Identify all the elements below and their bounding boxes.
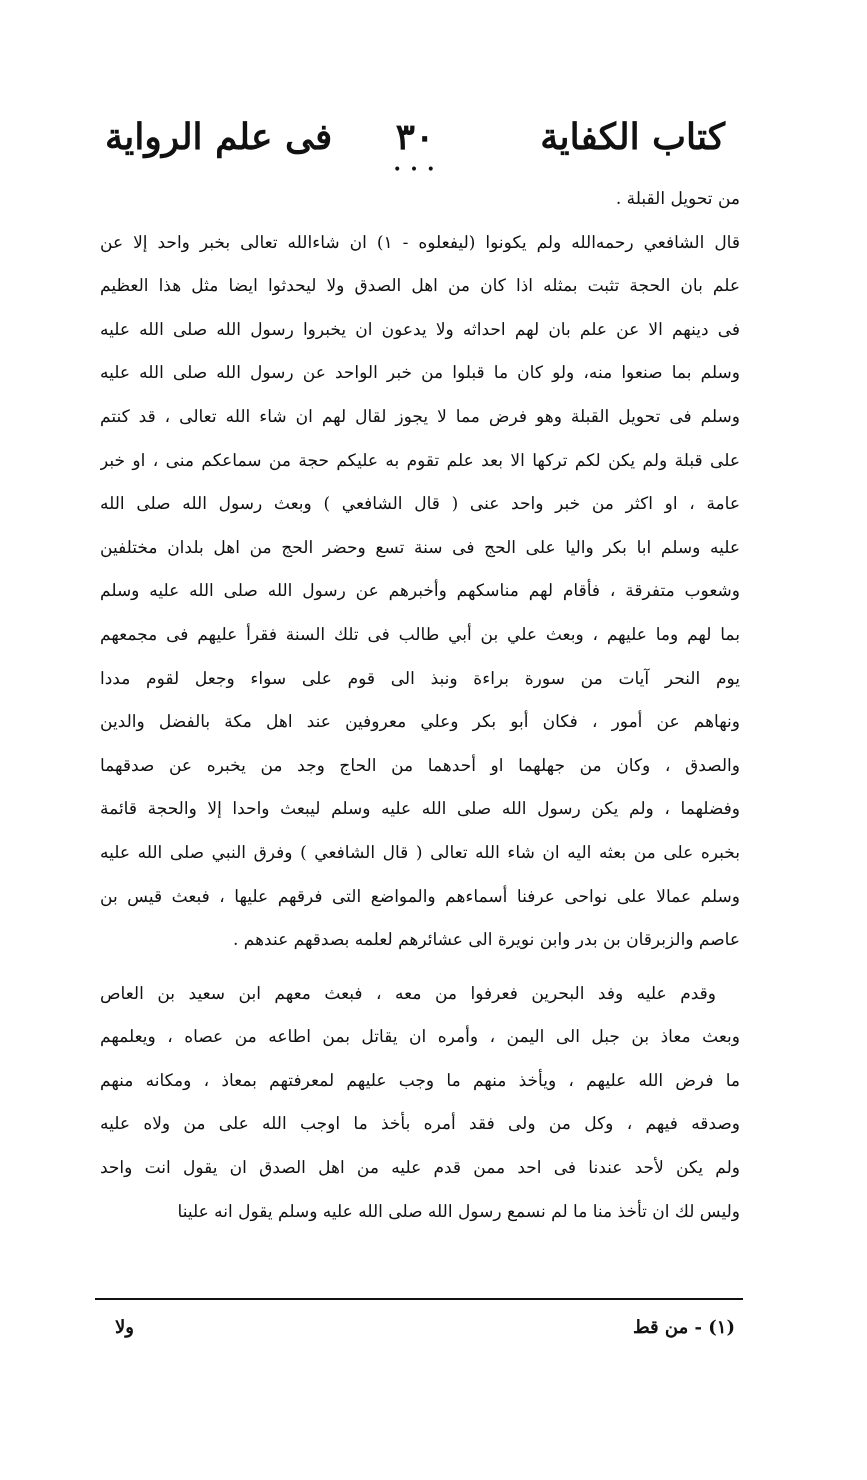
text-line: عاصم والزبرقان بن بدر وابن نويرة الى عشائرهم لعلمه بصدقهم عندهم . — [232, 930, 740, 951]
book-title: كتاب الكفاية — [540, 116, 725, 158]
text-line: وليس لك ان تأخذ منا ما لم نسمع رسول الله صلى الله عليه وسلم يقول انه علينا — [177, 1201, 740, 1222]
text-line: يوم النحر آيات من سورة براءة ونبذ الى قوم على سواء وجعل لقوم مددا — [100, 668, 740, 689]
text-line: فى دينهم الا عن علم بان لهم احداثه ولا يدعون ان يخبروا رسول الله صلى الله عليه — [100, 319, 740, 340]
footnote-area — [105, 1310, 735, 1350]
text-line: ما فرض الله عليهم ، ويأخذ منهم ما وجب عليهم لمعرفتهم بمعاذ ، ومكانه منهم — [100, 1070, 740, 1091]
text-line: والصدق ، وكان من جهلهما او أحدهما من الحاج وجد من يخبره عن صدقهما — [100, 755, 740, 776]
text-line: وسلم بما صنعوا منه، ولو كان ما قبلوا من خبر الواحد عن رسول الله صلى الله عليه — [100, 363, 740, 384]
text-line: من تحويل القبلة . — [615, 189, 740, 209]
catchword: ولا — [115, 1317, 134, 1338]
text-line: عامة ، او اكثر من خبر واحد عنى ( قال الشافعي ) وبعث رسول الله صلى الله — [100, 494, 740, 515]
text-line: وسلم عمالا على نواحى عرفنا أسماءهم والمواضع التى فرقهم عليها ، فبعث قيس بن — [100, 886, 740, 907]
text-line: علم بان الحجة تثبت بمثله اذا كان من اهل الصدق ولا ليحدثوا ايضا مثل هذا العظيم — [100, 276, 740, 297]
running-header — [105, 112, 725, 178]
text-line: بخبره على من بعثه اليه ان شاء الله تعالى ( قال الشافعي ) وفرق النبي صلى الله عليه — [100, 842, 740, 863]
text-line: وقدم عليه وفد البحرين فعرفوا من معه ، فبعث معهم ابن سعيد بن العاص — [100, 983, 716, 1004]
text-line: عليه وسلم ابا بكر واليا على الحج فى سنة تسع وحضر الحج من اهل بلدان مختلفين — [100, 537, 740, 558]
text-line: وبعث معاذ بن جبل الى اليمن ، وأمره ان يقاتل بمن اطاعه من عصاه ، ويعلمهم — [100, 1027, 740, 1048]
text-line: ولم يكن لأحد عندنا فى احد ممن قدم عليه من اهل الصدق ان يقول انت واحد — [100, 1158, 740, 1179]
text-line: وفضلهما ، ولم يكن رسول الله صلى الله عليه وسلم ليبعث واحدا إلا والحجة قائمة — [100, 799, 740, 820]
footnote-rule — [95, 1298, 743, 1300]
body-text — [100, 178, 740, 1234]
text-line: قال الشافعي رحمه‌الله ولم يكونوا (ليفعلوه - ١) ان شاء‌الله تعالى بخبر واحد إلا عن — [100, 232, 740, 253]
text-line: بما لهم وما عليهم ، وبعث علي بن أبي طالب فى تلك السنة فقرأ عليهم فى مجمعهم — [100, 624, 740, 645]
page-number: ٣٠ — [395, 116, 435, 158]
footnote: (١) - من قط — [632, 1317, 735, 1338]
text-line: وشعوب متفرقة ، فأقام لهم مناسكهم وأخبرهم عن رسول الله صلى الله عليه وسلم — [100, 581, 740, 602]
header-ornament: • • • — [393, 162, 437, 178]
book-subtitle: فى علم الرواية — [105, 116, 333, 158]
text-line: ونهاهم عن أمور ، فكان أبو بكر وعلي معروفين عند اهل مكة بالفضل والدين — [100, 712, 740, 733]
text-line: على قبلة ولم يكن لكم تركها الا بعد علم تقوم به عليكم حجة من سماعكم منى ، او خبر — [100, 450, 740, 471]
paragraph-gap — [100, 963, 740, 973]
text-line: وسلم فى تحويل القبلة وهو فرض مما لا يجوز لقال لهم ان شاء الله تعالى ، قد كنتم — [100, 406, 740, 427]
text-line: وصدقه فيهم ، وكل من ولى فقد أمره بأخذ ما اوجب الله على من ولاه عليه — [100, 1114, 740, 1135]
